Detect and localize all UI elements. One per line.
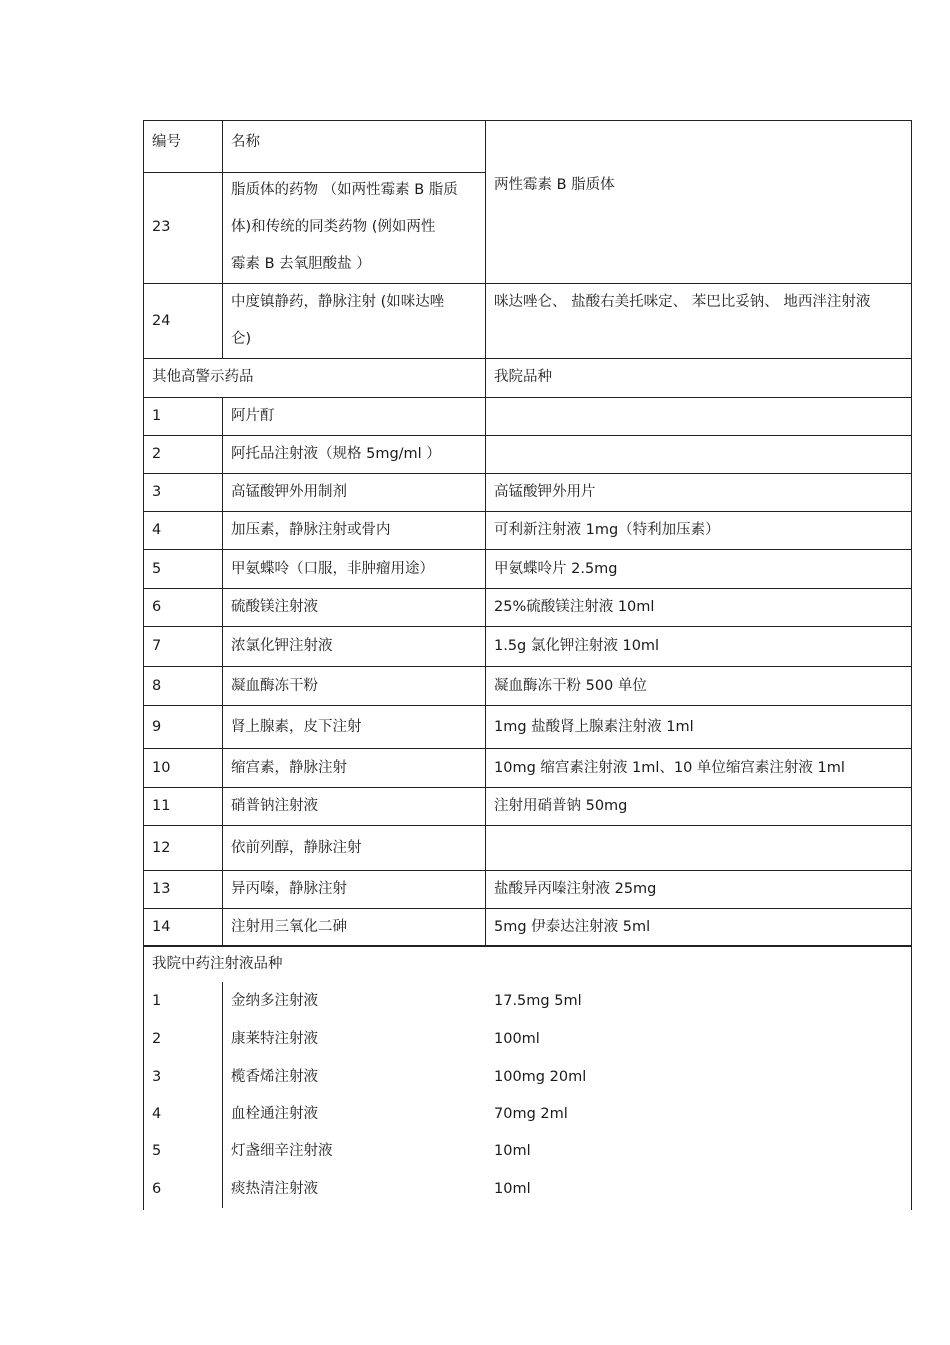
row-name: 异丙嗪，静脉注射	[231, 881, 347, 897]
row-no: 4	[152, 522, 162, 538]
row-variety: 凝血酶冻干粉 500 单位	[494, 677, 647, 694]
row-no: 3	[152, 1068, 162, 1085]
row-no: 12	[152, 839, 171, 856]
table-row	[143, 435, 912, 473]
row-no: 10	[152, 759, 171, 776]
row-variety: 17.5mg 5ml	[494, 992, 582, 1009]
row-no: 3	[152, 484, 162, 500]
row-name: 高锰酸钾外用制剂	[231, 484, 347, 500]
row-variety: 两性霉素 B 脂质体	[494, 177, 615, 193]
row-name: 缩宫素，静脉注射	[231, 759, 347, 776]
drug-table	[143, 120, 912, 1208]
tcm-drugs-list	[143, 982, 912, 1208]
row-no: 1	[152, 992, 162, 1009]
row-name: 依前列醇，静脉注射	[231, 839, 362, 856]
row-name: 浓氯化钾注射液	[231, 638, 333, 654]
row-no: 6	[152, 1180, 162, 1197]
row-no: 5	[152, 560, 162, 577]
section-header-row	[143, 946, 912, 982]
table-row	[143, 511, 912, 549]
name-line: 中度镇静药，静脉注射 (如咪达唑	[231, 294, 445, 310]
row-variety: 1.5g 氯化钾注射液 10ml	[494, 638, 660, 654]
table-row	[143, 172, 912, 283]
table-row	[143, 1058, 912, 1096]
row-no: 5	[152, 1143, 162, 1159]
row-no: 4	[152, 1106, 162, 1122]
table-row	[143, 1170, 912, 1208]
row-no: 7	[152, 638, 162, 654]
table-row	[143, 283, 912, 358]
section-title: 我院中药注射液品种	[152, 956, 283, 972]
row-name: 甲氨蝶呤（口服，非肿瘤用途）	[231, 560, 434, 577]
row-no: 9	[152, 718, 162, 735]
table-row	[143, 870, 912, 908]
row-no: 8	[152, 677, 162, 694]
row-no: 1	[152, 408, 162, 424]
table-row	[143, 397, 912, 435]
row-variety: 1mg 盐酸肾上腺素注射液 1ml	[494, 718, 694, 735]
row-variety: 25%硫酸镁注射液 10ml	[494, 599, 655, 615]
table-row	[143, 787, 912, 825]
row-no: 2	[152, 446, 162, 462]
name-line: 脂质体的药物 （如两性霉素 B 脂质	[231, 182, 458, 198]
row-name: 硝普钠注射液	[231, 798, 318, 814]
table-row	[143, 1020, 912, 1058]
row-name: 阿片酊	[231, 408, 275, 424]
table-row	[143, 588, 912, 626]
row-name: 硫酸镁注射液	[231, 599, 318, 615]
row-name: 凝血酶冻干粉	[231, 677, 318, 694]
row-no: 2	[152, 1030, 162, 1047]
name-line: 仑)	[231, 331, 252, 347]
row-no: 23	[152, 219, 171, 235]
table-row	[143, 748, 912, 787]
row-name	[223, 172, 486, 283]
row-variety: 咪达唑仑、 盐酸右美托咪定、 苯巴比妥钠、 地西泮注射液	[494, 294, 871, 310]
table-row	[143, 1096, 912, 1133]
row-no: 6	[152, 599, 162, 615]
table-row	[143, 473, 912, 511]
row-variety: 10ml	[494, 1180, 531, 1197]
table-row	[143, 982, 912, 1020]
header-name: 名称	[231, 134, 260, 150]
row-variety	[486, 826, 912, 870]
row-no: 24	[152, 312, 171, 329]
row-variety	[486, 398, 912, 435]
row-name: 阿托品注射液（规格 5mg/ml ）	[231, 446, 441, 462]
table-row	[143, 549, 912, 588]
row-variety: 5mg 伊泰达注射液 5ml	[494, 918, 651, 935]
row-variety: 100ml	[494, 1030, 540, 1047]
section-variety-header: 我院品种	[494, 369, 552, 385]
row-name: 榄香烯注射液	[231, 1068, 318, 1085]
row-variety: 盐酸异丙嗪注射液 25mg	[494, 881, 657, 897]
row-no: 14	[152, 918, 171, 935]
row-name: 肾上腺素，皮下注射	[231, 718, 362, 735]
row-name: 痰热清注射液	[231, 1180, 318, 1197]
row-name: 血栓通注射液	[231, 1106, 318, 1122]
row-name	[223, 284, 486, 358]
header-no: 编号	[152, 134, 181, 150]
row-name: 金纳多注射液	[231, 992, 318, 1009]
name-line: 体)和传统的同类药物 (例如两性	[231, 219, 436, 235]
row-variety: 100mg 20ml	[494, 1068, 587, 1085]
row-variety: 70mg 2ml	[494, 1106, 568, 1122]
row-variety: 可利新注射液 1mg（特利加压素）	[494, 522, 720, 538]
table-row	[143, 825, 912, 870]
row-variety	[486, 436, 912, 473]
row-variety: 注射用硝普钠 50mg	[494, 798, 628, 814]
table-row	[143, 626, 912, 666]
table-row	[143, 705, 912, 748]
row-variety: 高锰酸钾外用片	[494, 484, 596, 500]
row-name: 加压素，静脉注射或骨内	[231, 522, 391, 538]
other-drugs-list	[143, 397, 912, 946]
row-no: 11	[152, 798, 171, 814]
row-variety: 10ml	[494, 1143, 531, 1159]
table-row	[143, 908, 912, 945]
row-name: 灯盏细辛注射液	[231, 1143, 333, 1159]
row-name: 康莱特注射液	[231, 1030, 318, 1047]
row-variety: 甲氨蝶呤片 2.5mg	[494, 560, 618, 577]
row-name: 注射用三氧化二砷	[231, 918, 347, 935]
row-no: 13	[152, 881, 171, 897]
table-row	[143, 666, 912, 705]
name-line: 霉素 B 去氧胆酸盐 ）	[231, 256, 371, 272]
row-variety: 10mg 缩宫素注射液 1ml、10 单位缩宫素注射液 1ml	[494, 759, 845, 776]
table-row	[143, 1133, 912, 1170]
section-header-row	[143, 358, 912, 397]
section-title: 其他高警示药品	[152, 369, 254, 385]
